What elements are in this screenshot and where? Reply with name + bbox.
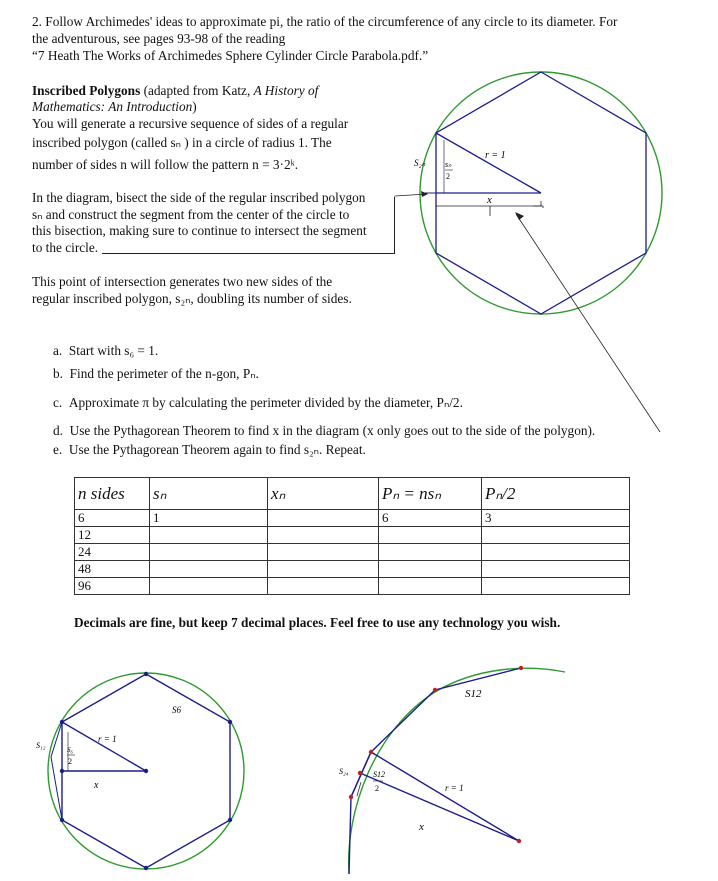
table-cell[interactable] xyxy=(379,544,482,561)
table-cell[interactable]: 3 xyxy=(482,510,630,527)
s12-half-numerator: S12 xyxy=(373,770,385,779)
table-cell[interactable] xyxy=(482,561,630,578)
table-cell: 12 xyxy=(75,527,150,544)
header-n-sides: n sides xyxy=(75,478,150,510)
question-e: e. Use the Pythagorean Theorem again to find s₂ₙ. Repeat. xyxy=(53,442,366,457)
table-cell[interactable] xyxy=(150,578,268,595)
s12-top-label: S12 xyxy=(465,688,482,700)
r-label: r = 1 xyxy=(98,734,117,744)
table-cell: 24 xyxy=(75,544,150,561)
table-cell[interactable] xyxy=(482,578,630,595)
table-cell: 6 xyxy=(75,510,150,527)
table-cell[interactable]: 6 xyxy=(379,510,482,527)
sn-half-numerator: sₙ xyxy=(445,160,452,169)
header-pn-half: Pₙ/2 xyxy=(482,478,630,510)
table-row xyxy=(75,561,630,578)
x-label: x xyxy=(487,194,492,206)
intro-line-3: “7 Heath The Works of Archimedes Sphere Cylinder Circle Parabola.pdf.” xyxy=(32,48,429,63)
table-cell[interactable] xyxy=(150,527,268,544)
zoom-diagram xyxy=(335,660,575,876)
sn-half-denominator: 2 xyxy=(446,172,450,181)
main-diagram xyxy=(395,68,695,438)
r-label: r = 1 xyxy=(485,150,506,161)
p1-line-3: number of sides n will follow the pattern n = 3·2ᵏ. xyxy=(32,157,299,172)
header-pn: Pₙ = nsₙ xyxy=(379,478,482,510)
question-d-arrow xyxy=(516,214,660,432)
header-sn: sₙ xyxy=(150,478,268,510)
table-cell[interactable] xyxy=(268,544,379,561)
table-cell: 96 xyxy=(75,578,150,595)
p2-line-4: to the circle. xyxy=(32,240,99,255)
p2-line-2: sₙ and construct the segment from the center of the circle to xyxy=(32,207,350,222)
question-a: a. Start with s₆ = 1. xyxy=(53,343,159,358)
intro-line-2: the adventurous, see pages 93-98 of the reading xyxy=(32,31,286,46)
source-title-b: Mathematics: An Introduction xyxy=(32,99,193,114)
hexagon-diagram xyxy=(28,664,258,876)
x-label: x xyxy=(94,780,99,791)
p2-line-3: this bisection, making sure to continue to intersect the segment xyxy=(32,223,367,238)
table-cell[interactable] xyxy=(268,578,379,595)
source-line-2 xyxy=(32,99,197,116)
s6-half-numerator: S₆ xyxy=(67,746,73,754)
header-xn: xₙ xyxy=(268,478,379,510)
table-cell[interactable] xyxy=(482,544,630,561)
source-prefix: (adapted from Katz, xyxy=(140,83,254,98)
question-d: d. Use the Pythagorean Theorem to find x in the diagram (x only goes out to the side of the polygon). xyxy=(53,423,596,438)
table-row xyxy=(75,527,630,544)
radius-line xyxy=(436,133,541,193)
table-header-row xyxy=(75,478,630,510)
s24-label: S₂₄ xyxy=(339,767,349,776)
p3-line-1: This point of intersection generates two new sides of the xyxy=(32,274,333,289)
s12-label: S₁₂ xyxy=(36,741,46,750)
arrow-head-up xyxy=(515,212,524,220)
table-cell[interactable] xyxy=(379,578,482,595)
paragraph-bracket xyxy=(102,196,395,254)
s12-half-denominator: 2 xyxy=(375,784,379,793)
s6-label: S6 xyxy=(172,705,181,715)
data-table xyxy=(74,477,630,595)
p3-line-2: regular inscribed polygon, s₂ₙ, doubling its number of sides. xyxy=(32,291,352,306)
intro-line-1: 2. Follow Archimedes' ideas to approximate pi, the ratio of the circumference of any circle to its diameter. For xyxy=(32,14,618,29)
question-b: b. Find the perimeter of the n-gon, Pₙ. xyxy=(53,366,259,381)
table-cell[interactable]: 1 xyxy=(150,510,268,527)
apothem-line xyxy=(360,773,519,841)
s6-half-denominator: 2 xyxy=(68,757,72,766)
p2-line-1: In the diagram, bisect the side of the regular inscribed polygon xyxy=(32,190,366,205)
source-suffix: ) xyxy=(192,99,197,114)
decimal-note: Decimals are fine, but keep 7 decimal places. Feel free to use any technology you wish. xyxy=(74,615,561,630)
r-label: r = 1 xyxy=(445,783,464,793)
inscribed-heading-line xyxy=(32,83,318,100)
section-heading: Inscribed Polygons xyxy=(32,83,141,98)
s2n-label: S₂ₙ xyxy=(414,158,426,168)
table-row xyxy=(75,578,630,595)
table-cell[interactable] xyxy=(268,527,379,544)
source-title-a: A History of xyxy=(253,83,319,98)
table-row xyxy=(75,510,630,527)
table-cell[interactable] xyxy=(268,510,379,527)
table-cell: 48 xyxy=(75,561,150,578)
table-cell[interactable] xyxy=(379,527,482,544)
table-row xyxy=(75,544,630,561)
radius-line xyxy=(62,722,146,771)
x-label: x xyxy=(419,821,424,833)
question-c: c. Approximate π by calculating the perimeter divided by the diameter, Pₙ/2. xyxy=(53,395,463,410)
arrow-head-left xyxy=(421,191,428,197)
radius-line xyxy=(371,752,519,841)
p1-line-2: inscribed polygon (called sₙ ) in a circle of radius 1. The xyxy=(32,135,332,150)
table-cell[interactable] xyxy=(482,527,630,544)
p1-line-1: You will generate a recursive sequence of sides of a regular xyxy=(32,116,349,131)
table-cell[interactable] xyxy=(268,561,379,578)
table-cell[interactable] xyxy=(379,561,482,578)
table-cell[interactable] xyxy=(150,544,268,561)
table-cell[interactable] xyxy=(150,561,268,578)
